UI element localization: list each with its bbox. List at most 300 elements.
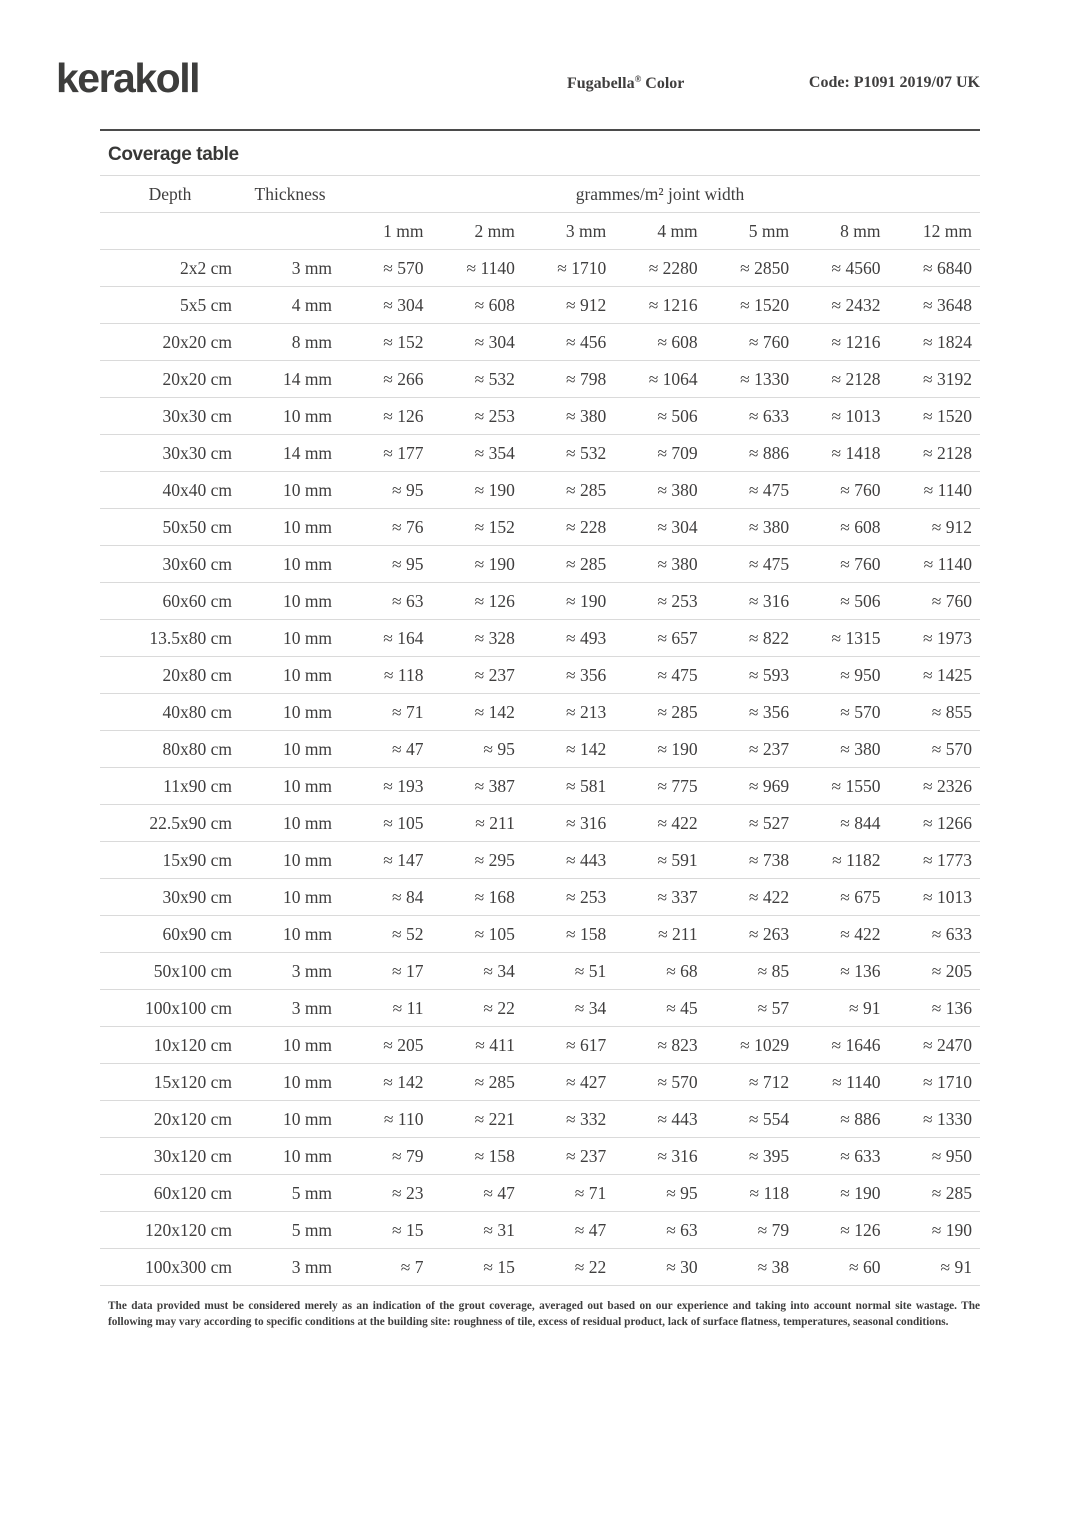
coverage-value-cell: ≈ 34 xyxy=(574,997,607,1018)
table-row xyxy=(100,1249,980,1286)
thickness-cell: 5 mm xyxy=(291,1219,333,1240)
coverage-value-cell: ≈ 950 xyxy=(931,1145,972,1166)
coverage-value-cell: ≈ 1140 xyxy=(466,257,515,278)
coverage-value-cell: ≈ 337 xyxy=(657,886,698,907)
coverage-value-cell: ≈ 91 xyxy=(940,1256,972,1277)
coverage-value-cell: ≈ 152 xyxy=(474,516,515,537)
coverage-value-cell: ≈ 593 xyxy=(748,664,790,685)
coverage-value-cell: ≈ 177 xyxy=(383,442,424,463)
coverage-value-cell: ≈ 6840 xyxy=(923,257,972,278)
coverage-value-cell: ≈ 354 xyxy=(474,442,515,463)
coverage-value-cell: ≈ 17 xyxy=(391,960,424,981)
coverage-value-cell: ≈ 427 xyxy=(566,1071,607,1092)
coverage-value-cell: ≈ 211 xyxy=(475,812,515,833)
coverage-value-cell: ≈ 1140 xyxy=(923,553,972,574)
thickness-cell: 10 mm xyxy=(282,923,333,944)
depth-cell: 30x120 cm xyxy=(153,1145,233,1166)
coverage-value-cell: ≈ 253 xyxy=(474,405,515,426)
coverage-value-cell: ≈ 1824 xyxy=(923,331,972,352)
coverage-value-cell: ≈ 158 xyxy=(566,923,607,944)
coverage-value-cell: ≈ 164 xyxy=(383,627,424,648)
thickness-cell: 10 mm xyxy=(282,1145,333,1166)
product-name-text: Fugabella xyxy=(567,75,635,92)
coverage-value-cell: ≈ 380 xyxy=(657,553,698,574)
coverage-value-cell: ≈ 608 xyxy=(474,294,515,315)
coverage-value-cell: ≈ 105 xyxy=(383,812,424,833)
coverage-value-cell: ≈ 969 xyxy=(748,775,790,796)
coverage-value-cell: ≈ 1216 xyxy=(831,331,881,352)
coverage-value-cell: ≈ 126 xyxy=(840,1219,881,1240)
depth-cell: 30x90 cm xyxy=(162,886,233,907)
coverage-value-cell: ≈ 168 xyxy=(474,886,515,907)
coverage-value-cell: ≈ 91 xyxy=(849,997,881,1018)
coverage-value-cell: ≈ 190 xyxy=(931,1219,972,1240)
thickness-cell: 10 mm xyxy=(282,516,333,537)
coverage-value-cell: ≈ 253 xyxy=(657,590,698,611)
coverage-value-cell: ≈ 142 xyxy=(383,1071,424,1092)
coverage-value-cell: ≈ 152 xyxy=(383,331,424,352)
thickness-cell: 10 mm xyxy=(282,886,333,907)
coverage-value-cell: ≈ 126 xyxy=(383,405,424,426)
coverage-value-cell: ≈ 85 xyxy=(757,960,790,981)
thickness-cell: 10 mm xyxy=(282,553,333,574)
document-code: Code: P1091 2019/07 UK xyxy=(808,74,980,91)
coverage-value-cell: ≈ 22 xyxy=(483,997,515,1018)
coverage-value-cell: ≈ 22 xyxy=(574,1256,607,1277)
coverage-value-cell: ≈ 657 xyxy=(657,627,698,648)
coverage-value-cell: ≈ 380 xyxy=(566,405,607,426)
table-row xyxy=(100,1027,980,1064)
coverage-value-cell: ≈ 886 xyxy=(748,442,790,463)
coverage-value-cell: ≈ 237 xyxy=(748,738,790,759)
coverage-value-cell: ≈ 285 xyxy=(566,479,607,500)
coverage-value-cell: ≈ 205 xyxy=(931,960,972,981)
table-row xyxy=(100,842,980,879)
coverage-value-cell: ≈ 158 xyxy=(474,1145,515,1166)
coverage-value-cell: ≈ 2280 xyxy=(648,257,698,278)
coverage-value-cell: ≈ 316 xyxy=(657,1145,698,1166)
depth-cell: 5x5 cm xyxy=(180,294,233,315)
depth-cell: 120x120 cm xyxy=(145,1219,233,1240)
thickness-cell: 10 mm xyxy=(282,775,333,796)
coverage-value-cell: ≈ 822 xyxy=(748,627,790,648)
depth-cell: 80x80 cm xyxy=(162,738,233,759)
coverage-value-cell: ≈ 95 xyxy=(666,1182,698,1203)
col-header-thickness: Thickness xyxy=(254,183,326,204)
thickness-cell: 10 mm xyxy=(282,479,333,500)
coverage-value-cell: ≈ 506 xyxy=(657,405,698,426)
coverage-value-cell: ≈ 760 xyxy=(931,590,972,611)
coverage-value-cell: ≈ 570 xyxy=(840,701,881,722)
thickness-cell: 10 mm xyxy=(282,812,333,833)
table-row xyxy=(100,546,980,583)
coverage-value-cell: ≈ 387 xyxy=(474,775,515,796)
coverage-value-cell: ≈ 1216 xyxy=(648,294,698,315)
coverage-value-cell: ≈ 380 xyxy=(748,516,790,537)
table-row xyxy=(100,620,980,657)
coverage-value-cell: ≈ 285 xyxy=(657,701,698,722)
coverage-value-cell: ≈ 380 xyxy=(657,479,698,500)
thickness-cell: 5 mm xyxy=(291,1182,333,1203)
depth-cell: 11x90 cm xyxy=(163,775,233,796)
depth-cell: 22.5x90 cm xyxy=(149,812,233,833)
coverage-value-cell: ≈ 76 xyxy=(391,516,424,537)
coverage-value-cell: ≈ 57 xyxy=(757,997,790,1018)
depth-cell: 60x120 cm xyxy=(153,1182,233,1203)
coverage-value-cell: ≈ 1710 xyxy=(923,1071,972,1092)
table-row xyxy=(100,1138,980,1175)
coverage-value-cell: ≈ 2128 xyxy=(831,368,881,389)
coverage-value-cell: ≈ 47 xyxy=(574,1219,607,1240)
joint-width-header: 4 mm xyxy=(657,220,698,241)
coverage-value-cell: ≈ 213 xyxy=(566,701,607,722)
footnote-text: The data provided must be considered merely as an indication of the grout coverage, averaged out based on our experience and taking into account normal site wastage. The following may vary according to specific conditions at the building site: roughness of tile, excess of residual product, lack of surface flatness, temperatures, seasonal conditions. xyxy=(108,1300,980,1329)
coverage-value-cell: ≈ 31 xyxy=(483,1219,515,1240)
depth-cell: 30x30 cm xyxy=(162,405,233,426)
coverage-value-cell: ≈ 506 xyxy=(840,590,881,611)
depth-cell: 30x60 cm xyxy=(162,553,233,574)
coverage-value-cell: ≈ 886 xyxy=(840,1108,881,1129)
kerakoll-logo: kerakoll xyxy=(56,55,199,101)
coverage-value-cell: ≈ 608 xyxy=(840,516,881,537)
coverage-value-cell: ≈ 1013 xyxy=(923,886,972,907)
coverage-value-cell: ≈ 1520 xyxy=(923,405,972,426)
coverage-value-cell: ≈ 142 xyxy=(566,738,607,759)
coverage-value-cell: ≈ 950 xyxy=(840,664,881,685)
coverage-value-cell: ≈ 798 xyxy=(566,368,607,389)
depth-cell: 20x80 cm xyxy=(162,664,233,685)
coverage-value-cell: ≈ 211 xyxy=(658,923,698,944)
coverage-value-cell: ≈ 285 xyxy=(566,553,607,574)
table-row xyxy=(100,472,980,509)
coverage-value-cell: ≈ 45 xyxy=(666,997,698,1018)
depth-cell: 30x30 cm xyxy=(162,442,233,463)
col-header-depth: Depth xyxy=(148,183,192,204)
coverage-value-cell: ≈ 304 xyxy=(657,516,698,537)
table-row xyxy=(100,1064,980,1101)
coverage-value-cell: ≈ 1550 xyxy=(831,775,881,796)
header-divider-rule xyxy=(100,129,980,131)
coverage-value-cell: ≈ 228 xyxy=(566,516,607,537)
depth-cell: 100x100 cm xyxy=(145,997,233,1018)
table-row xyxy=(100,583,980,620)
coverage-value-cell: ≈ 570 xyxy=(657,1071,698,1092)
coverage-value-cell: ≈ 738 xyxy=(748,849,790,870)
empty-header-cell xyxy=(240,213,340,250)
coverage-value-cell: ≈ 1064 xyxy=(648,368,698,389)
thickness-cell: 8 mm xyxy=(291,331,333,352)
coverage-value-cell: ≈ 237 xyxy=(474,664,515,685)
coverage-value-cell: ≈ 356 xyxy=(748,701,790,722)
registered-trademark-symbol: ® xyxy=(634,74,642,84)
coverage-value-cell: ≈ 221 xyxy=(474,1108,515,1129)
coverage-value-cell: ≈ 356 xyxy=(566,664,607,685)
product-name xyxy=(567,74,684,93)
coverage-value-cell: ≈ 675 xyxy=(840,886,881,907)
coverage-value-cell: ≈ 95 xyxy=(391,479,424,500)
coverage-value-cell: ≈ 591 xyxy=(657,849,698,870)
coverage-value-cell: ≈ 1425 xyxy=(923,664,972,685)
coverage-value-cell: ≈ 328 xyxy=(474,627,515,648)
coverage-value-cell: ≈ 304 xyxy=(383,294,424,315)
coverage-value-cell: ≈ 95 xyxy=(391,553,424,574)
coverage-value-cell: ≈ 190 xyxy=(474,553,515,574)
coverage-value-cell: ≈ 285 xyxy=(931,1182,972,1203)
coverage-value-cell: ≈ 1418 xyxy=(831,442,881,463)
coverage-value-cell: ≈ 1973 xyxy=(923,627,972,648)
coverage-value-cell: ≈ 63 xyxy=(391,590,424,611)
coverage-value-cell: ≈ 1315 xyxy=(831,627,881,648)
header-row-joint-widths xyxy=(100,213,980,250)
coverage-value-cell: ≈ 1773 xyxy=(923,849,972,870)
thickness-cell: 3 mm xyxy=(291,997,333,1018)
coverage-value-cell: ≈ 237 xyxy=(566,1145,607,1166)
coverage-value-cell: ≈ 475 xyxy=(748,479,790,500)
coverage-value-cell: ≈ 912 xyxy=(931,516,972,537)
coverage-value-cell: ≈ 11 xyxy=(392,997,424,1018)
coverage-value-cell: ≈ 3192 xyxy=(923,368,972,389)
coverage-value-cell: ≈ 1266 xyxy=(923,812,972,833)
depth-cell: 100x300 cm xyxy=(145,1256,233,1277)
coverage-value-cell: ≈ 554 xyxy=(748,1108,790,1129)
coverage-value-cell: ≈ 493 xyxy=(566,627,607,648)
coverage-value-cell: ≈ 23 xyxy=(391,1182,424,1203)
thickness-cell: 14 mm xyxy=(282,442,333,463)
table-row xyxy=(100,398,980,435)
coverage-value-cell: ≈ 285 xyxy=(474,1071,515,1092)
coverage-value-cell: ≈ 1646 xyxy=(831,1034,881,1055)
coverage-value-cell: ≈ 15 xyxy=(483,1256,515,1277)
thickness-cell: 10 mm xyxy=(282,1108,333,1129)
coverage-value-cell: ≈ 443 xyxy=(566,849,607,870)
table-row xyxy=(100,953,980,990)
coverage-value-cell: ≈ 475 xyxy=(657,664,698,685)
coverage-value-cell: ≈ 79 xyxy=(391,1145,424,1166)
coverage-value-cell: ≈ 1140 xyxy=(923,479,972,500)
coverage-value-cell: ≈ 570 xyxy=(383,257,424,278)
thickness-cell: 10 mm xyxy=(282,701,333,722)
coverage-value-cell: ≈ 136 xyxy=(840,960,881,981)
coverage-value-cell: ≈ 2326 xyxy=(923,775,972,796)
coverage-value-cell: ≈ 422 xyxy=(840,923,881,944)
table-row xyxy=(100,509,980,546)
coverage-value-cell: ≈ 68 xyxy=(666,960,698,981)
coverage-value-cell: ≈ 844 xyxy=(840,812,881,833)
joint-width-header: 1 mm xyxy=(383,220,424,241)
coverage-value-cell: ≈ 1013 xyxy=(831,405,881,426)
coverage-value-cell: ≈ 110 xyxy=(383,1108,424,1129)
coverage-value-cell: ≈ 760 xyxy=(840,553,881,574)
coverage-value-cell: ≈ 456 xyxy=(566,331,607,352)
coverage-value-cell: ≈ 190 xyxy=(840,1182,881,1203)
coverage-value-cell: ≈ 712 xyxy=(748,1071,790,1092)
coverage-value-cell: ≈ 443 xyxy=(657,1108,698,1129)
coverage-value-cell: ≈ 142 xyxy=(474,701,515,722)
coverage-value-cell: ≈ 1029 xyxy=(740,1034,790,1055)
depth-cell: 10x120 cm xyxy=(153,1034,233,1055)
thickness-cell: 3 mm xyxy=(291,960,333,981)
header-row-groups xyxy=(100,176,980,213)
joint-width-header: 3 mm xyxy=(565,220,607,241)
depth-cell: 15x120 cm xyxy=(153,1071,233,1092)
thickness-cell: 10 mm xyxy=(282,405,333,426)
coverage-value-cell: ≈ 2850 xyxy=(740,257,790,278)
coverage-value-cell: ≈ 7 xyxy=(400,1256,424,1277)
coverage-value-cell: ≈ 633 xyxy=(931,923,972,944)
thickness-cell: 10 mm xyxy=(282,627,333,648)
coverage-value-cell: ≈ 84 xyxy=(391,886,424,907)
coverage-value-cell: ≈ 4560 xyxy=(831,257,881,278)
joint-width-header: 8 mm xyxy=(840,220,881,241)
thickness-cell: 10 mm xyxy=(282,664,333,685)
coverage-value-cell: ≈ 47 xyxy=(391,738,424,759)
coverage-value-cell: ≈ 823 xyxy=(657,1034,698,1055)
coverage-value-cell: ≈ 263 xyxy=(748,923,790,944)
thickness-cell: 10 mm xyxy=(282,1034,333,1055)
depth-cell: 60x90 cm xyxy=(162,923,233,944)
product-variant-text: Color xyxy=(641,75,685,92)
table-row xyxy=(100,1101,980,1138)
table-row xyxy=(100,1212,980,1249)
coverage-table-body xyxy=(100,250,980,1286)
depth-cell: 20x20 cm xyxy=(162,368,233,389)
coverage-value-cell: ≈ 253 xyxy=(566,886,607,907)
depth-cell: 50x50 cm xyxy=(162,516,233,537)
coverage-value-cell: ≈ 532 xyxy=(566,442,607,463)
table-row xyxy=(100,768,980,805)
table-row xyxy=(100,731,980,768)
coverage-value-cell: ≈ 71 xyxy=(391,701,424,722)
coverage-value-cell: ≈ 380 xyxy=(840,738,881,759)
coverage-value-cell: ≈ 570 xyxy=(931,738,972,759)
coverage-value-cell: ≈ 63 xyxy=(666,1219,698,1240)
coverage-value-cell: ≈ 190 xyxy=(474,479,515,500)
coverage-value-cell: ≈ 295 xyxy=(474,849,515,870)
coverage-value-cell: ≈ 51 xyxy=(574,960,607,981)
coverage-value-cell: ≈ 411 xyxy=(475,1034,515,1055)
table-row xyxy=(100,361,980,398)
depth-cell: 20x20 cm xyxy=(162,331,233,352)
table-row xyxy=(100,435,980,472)
coverage-value-cell: ≈ 190 xyxy=(566,590,607,611)
coverage-value-cell: ≈ 608 xyxy=(657,331,698,352)
empty-header-cell xyxy=(100,213,240,250)
joint-width-header: 2 mm xyxy=(474,220,515,241)
coverage-value-cell: ≈ 105 xyxy=(474,923,515,944)
coverage-value-cell: ≈ 1182 xyxy=(832,849,881,870)
coverage-value-cell: ≈ 1330 xyxy=(923,1108,972,1129)
coverage-value-cell: ≈ 266 xyxy=(383,368,424,389)
depth-cell: 50x100 cm xyxy=(153,960,233,981)
depth-cell: 13.5x80 cm xyxy=(149,627,233,648)
coverage-value-cell: ≈ 136 xyxy=(931,997,972,1018)
table-row xyxy=(100,805,980,842)
coverage-value-cell: ≈ 532 xyxy=(474,368,515,389)
coverage-value-cell: ≈ 633 xyxy=(840,1145,881,1166)
coverage-value-cell: ≈ 581 xyxy=(566,775,607,796)
coverage-value-cell: ≈ 147 xyxy=(383,849,424,870)
table-row xyxy=(100,990,980,1027)
coverage-value-cell: ≈ 60 xyxy=(849,1256,881,1277)
coverage-value-cell: ≈ 316 xyxy=(748,590,790,611)
table-row xyxy=(100,287,980,324)
thickness-cell: 10 mm xyxy=(282,738,333,759)
thickness-cell: 10 mm xyxy=(282,590,333,611)
thickness-cell: 14 mm xyxy=(282,368,333,389)
coverage-value-cell: ≈ 126 xyxy=(474,590,515,611)
coverage-value-cell: ≈ 422 xyxy=(748,886,790,907)
coverage-value-cell: ≈ 95 xyxy=(483,738,515,759)
coverage-value-cell: ≈ 912 xyxy=(566,294,607,315)
coverage-value-cell: ≈ 52 xyxy=(391,923,424,944)
coverage-value-cell: ≈ 633 xyxy=(748,405,790,426)
depth-cell: 15x90 cm xyxy=(162,849,233,870)
coverage-value-cell: ≈ 760 xyxy=(748,331,790,352)
page-header xyxy=(0,0,1080,129)
coverage-value-cell: ≈ 332 xyxy=(566,1108,607,1129)
coverage-value-cell: ≈ 205 xyxy=(383,1034,424,1055)
table-title: Coverage table xyxy=(108,144,239,165)
coverage-value-cell: ≈ 422 xyxy=(657,812,698,833)
coverage-value-cell: ≈ 118 xyxy=(749,1182,790,1203)
coverage-value-cell: ≈ 79 xyxy=(757,1219,790,1240)
coverage-value-cell: ≈ 395 xyxy=(748,1145,790,1166)
table-row xyxy=(100,1175,980,1212)
table-row xyxy=(100,916,980,953)
coverage-table xyxy=(100,175,980,1286)
thickness-cell: 4 mm xyxy=(291,294,333,315)
coverage-value-cell: ≈ 1710 xyxy=(557,257,607,278)
coverage-value-cell: ≈ 38 xyxy=(757,1256,790,1277)
joint-width-header: 12 mm xyxy=(922,220,972,241)
coverage-value-cell: ≈ 1140 xyxy=(832,1071,881,1092)
coverage-value-cell: ≈ 47 xyxy=(483,1182,515,1203)
coverage-value-cell: ≈ 709 xyxy=(657,442,698,463)
coverage-value-cell: ≈ 475 xyxy=(748,553,790,574)
col-header-grammes-joint-width: grammes/m² joint width xyxy=(575,183,745,204)
coverage-value-cell: ≈ 30 xyxy=(666,1256,698,1277)
thickness-cell: 3 mm xyxy=(291,1256,333,1277)
coverage-value-cell: ≈ 855 xyxy=(931,701,972,722)
thickness-cell: 10 mm xyxy=(282,849,333,870)
table-row xyxy=(100,324,980,361)
depth-cell: 40x40 cm xyxy=(162,479,233,500)
coverage-value-cell: ≈ 190 xyxy=(657,738,698,759)
coverage-value-cell: ≈ 1520 xyxy=(740,294,790,315)
coverage-value-cell: ≈ 2432 xyxy=(831,294,881,315)
coverage-value-cell: ≈ 3648 xyxy=(923,294,972,315)
thickness-cell: 10 mm xyxy=(282,1071,333,1092)
coverage-value-cell: ≈ 2470 xyxy=(923,1034,972,1055)
coverage-value-cell: ≈ 1330 xyxy=(740,368,790,389)
depth-cell: 20x120 cm xyxy=(153,1108,233,1129)
coverage-value-cell: ≈ 617 xyxy=(566,1034,607,1055)
coverage-value-cell: ≈ 71 xyxy=(574,1182,607,1203)
coverage-value-cell: ≈ 2128 xyxy=(923,442,972,463)
depth-cell: 40x80 cm xyxy=(162,701,233,722)
table-row xyxy=(100,657,980,694)
coverage-value-cell: ≈ 316 xyxy=(566,812,607,833)
coverage-value-cell: ≈ 34 xyxy=(483,960,515,981)
coverage-value-cell: ≈ 304 xyxy=(474,331,515,352)
joint-width-header: 5 mm xyxy=(748,220,790,241)
coverage-value-cell: ≈ 118 xyxy=(383,664,424,685)
coverage-value-cell: ≈ 760 xyxy=(840,479,881,500)
table-row xyxy=(100,250,980,287)
coverage-value-cell: ≈ 775 xyxy=(657,775,698,796)
depth-cell: 60x60 cm xyxy=(162,590,233,611)
thickness-cell: 3 mm xyxy=(291,257,333,278)
